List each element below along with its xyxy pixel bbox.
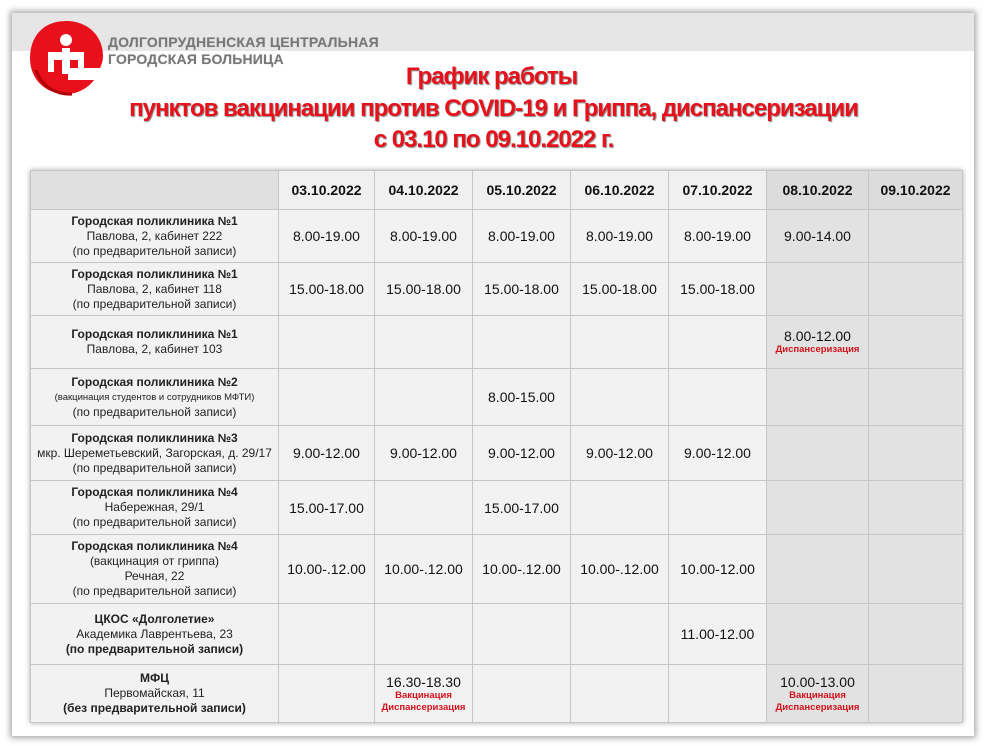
org-line-2: ГОРОДСКАЯ БОЛЬНИЦА [108, 51, 284, 67]
hours-cell: 9.00-12.00 [669, 426, 767, 481]
hours-cell [571, 481, 669, 535]
service-tag: Диспансеризация [381, 701, 466, 713]
location-note: (по предварительной записи) [72, 243, 237, 258]
hours-cell [669, 369, 767, 426]
org-line-1: ДОЛГОПРУДНЕНСКАЯ ЦЕНТРАЛЬНАЯ [108, 34, 379, 50]
service-tag: Вакцинация [789, 689, 846, 701]
table-row [31, 263, 963, 316]
service-tag: Диспансеризация [775, 344, 860, 355]
location-cell [31, 604, 279, 665]
location-cell [31, 316, 279, 369]
location-address: Первомайская, 11 [104, 686, 205, 700]
hours-cell: 8.00-19.00 [571, 210, 669, 263]
table-row [31, 535, 963, 604]
location-name: Городская поликлиника №2 [71, 374, 238, 389]
location-note: (по предварительной записи) [65, 641, 244, 656]
hours-cell [669, 316, 767, 369]
hours-cell [669, 481, 767, 535]
location-cell [31, 535, 279, 604]
hours-cell [571, 604, 669, 665]
date-header: 07.10.2022 [669, 171, 767, 210]
location-address: Павлова, 2, кабинет 118 [87, 281, 222, 296]
hours-cell: 10.00-.12.00 [375, 535, 473, 604]
location-address: (вакцинация студентов и сотрудников МФТИ) [54, 391, 255, 403]
hours-cell: 15.00-18.00 [571, 263, 669, 316]
location-address: Павлова, 2, кабинет 222 [86, 228, 223, 243]
hours-cell: 8.00-19.00 [669, 210, 767, 263]
table-row [31, 210, 963, 263]
hours-cell [375, 665, 473, 723]
hours-cell [279, 369, 375, 426]
hours-cell: 15.00-17.00 [279, 481, 375, 535]
hours-cell: 9.00-12.00 [473, 426, 571, 481]
date-header: 03.10.2022 [279, 171, 375, 210]
date-header: 06.10.2022 [571, 171, 669, 210]
hours-cell [571, 369, 669, 426]
location-address: мкр. Шереметьевский, Загорская, д. 29/17 [37, 445, 272, 460]
hours-cell [473, 604, 571, 665]
location-cell [31, 665, 279, 723]
location-name: Городская поликлиника №1 [71, 327, 238, 341]
hours-cell [869, 369, 963, 426]
hours-cell [767, 665, 869, 723]
title-line-3: с 03.10 по 09.10.2022 г. [373, 126, 614, 153]
hours-cell [767, 316, 869, 369]
hours-cell: 9.00-12.00 [571, 426, 669, 481]
hours-cell [869, 210, 963, 263]
table-row [31, 481, 963, 535]
location-name: Городская поликлиника №1 [71, 266, 238, 281]
hours-cell: 10.00-12.00 [669, 535, 767, 604]
location-note: (без предварительной записи) [63, 701, 246, 715]
hours-cell: 8.00-19.00 [279, 210, 375, 263]
schedule-table [30, 170, 963, 723]
table-row [31, 426, 963, 481]
date-header: 09.10.2022 [869, 171, 963, 210]
location-note: (по предварительной записи) [72, 584, 237, 598]
hours-cell: 10.00-.12.00 [473, 535, 571, 604]
hours-cell [279, 604, 375, 665]
hours-cell [571, 316, 669, 369]
hours-cell [767, 369, 869, 426]
hours-cell: 10.00-.12.00 [279, 535, 375, 604]
hours-cell [869, 604, 963, 665]
location-address-2: Речная, 22 [124, 569, 185, 583]
hours-cell: 8.00-19.00 [375, 210, 473, 263]
table-row [31, 665, 963, 723]
date-header: 05.10.2022 [473, 171, 571, 210]
hours-cell [375, 481, 473, 535]
hours-cell: 15.00-18.00 [473, 263, 571, 316]
date-header: 04.10.2022 [375, 171, 473, 210]
hours-cell [279, 665, 375, 723]
location-cell [31, 426, 279, 481]
hours-cell [767, 426, 869, 481]
hours-cell [279, 316, 375, 369]
hours-cell: 8.00-19.00 [473, 210, 571, 263]
hours-cell [375, 316, 473, 369]
hours-value: 16.30-18.30 [386, 673, 461, 690]
hours-cell [571, 665, 669, 723]
corner-cell [31, 171, 279, 210]
location-name: Городская поликлиника №3 [71, 430, 238, 445]
hours-cell: 11.00-12.00 [669, 604, 767, 665]
title-line-1: График работы [405, 63, 578, 90]
hours-cell: 15.00-18.00 [375, 263, 473, 316]
hours-cell: 8.00-15.00 [473, 369, 571, 426]
hours-cell: 9.00-14.00 [767, 210, 869, 263]
hours-cell [375, 369, 473, 426]
date-header: 08.10.2022 [767, 171, 869, 210]
service-tag: Диспансеризация [775, 701, 860, 713]
title-line-2: пунктов вакцинации против COVID-19 и Гриппа, диспансеризации [129, 95, 858, 122]
location-address: Академика Лаврентьева, 23 [76, 626, 233, 641]
location-cell [31, 369, 279, 426]
location-cell [31, 210, 279, 263]
hours-cell [375, 604, 473, 665]
location-address: (вакцинация от гриппа) [89, 554, 220, 568]
hours-value: 8.00-12.00 [784, 328, 851, 344]
hours-cell [869, 426, 963, 481]
hours-cell [767, 481, 869, 535]
table-row [31, 369, 963, 426]
hours-cell [869, 481, 963, 535]
location-name: Городская поликлиника №4 [71, 539, 238, 553]
location-note: (по предварительной записи) [72, 296, 237, 311]
location-cell [31, 263, 279, 316]
hours-cell: 15.00-18.00 [669, 263, 767, 316]
hours-cell: 15.00-18.00 [279, 263, 375, 316]
service-tag: Вакцинация [395, 689, 452, 701]
table-row [31, 604, 963, 665]
hours-cell: 15.00-17.00 [473, 481, 571, 535]
location-name: Городская поликлиника №1 [71, 213, 238, 228]
location-address: Павлова, 2, кабинет 103 [86, 342, 223, 356]
hours-value: 10.00-13.00 [780, 673, 855, 690]
location-name: МФЦ [139, 671, 169, 685]
hours-cell [869, 535, 963, 604]
hours-cell [473, 316, 571, 369]
hours-cell [669, 665, 767, 723]
header-row [31, 171, 963, 210]
location-note: (по предварительной записи) [72, 404, 237, 419]
location-note: (по предварительной записи) [72, 460, 237, 475]
hours-cell: 9.00-12.00 [375, 426, 473, 481]
hours-cell [767, 535, 869, 604]
location-address: Набережная, 29/1 [104, 500, 205, 514]
hours-cell [767, 604, 869, 665]
hours-cell: 9.00-12.00 [279, 426, 375, 481]
location-name: Городская поликлиника №4 [71, 485, 238, 499]
table-row [31, 316, 963, 369]
location-note: (по предварительной записи) [72, 515, 237, 529]
hours-cell [869, 263, 963, 316]
hours-cell [869, 316, 963, 369]
location-name: ЦКОС «Долголетие» [94, 611, 215, 626]
hours-cell [473, 665, 571, 723]
location-cell [31, 481, 279, 535]
hours-cell [869, 665, 963, 723]
hours-cell: 10.00-.12.00 [571, 535, 669, 604]
hours-cell [767, 263, 869, 316]
